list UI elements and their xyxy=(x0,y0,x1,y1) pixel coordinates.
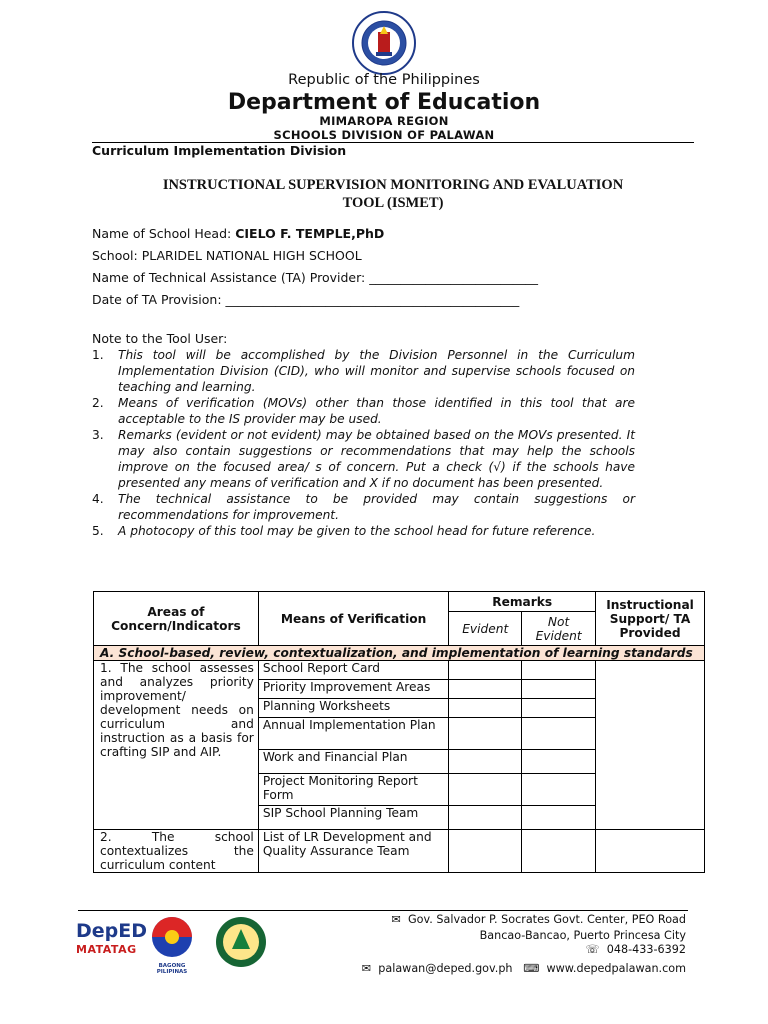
document-title xyxy=(92,176,694,212)
school-field xyxy=(92,248,362,263)
bagong-pilipinas-emblem xyxy=(146,915,198,959)
phone-text: 048-433-6392 xyxy=(606,943,686,956)
location-icon: ✉ xyxy=(391,913,401,926)
evident-header: Evident xyxy=(449,612,522,646)
mov-cell: Annual Implementation Plan xyxy=(258,718,448,750)
not-evident-cell[interactable] xyxy=(522,680,596,699)
address-1-text: Gov. Salvador P. Socrates Govt. Center, PEO Road xyxy=(408,913,686,926)
note-text: The technical assistance to be provided may contain suggestions or recommendations for improvement. xyxy=(118,492,635,522)
mov-cell: School Report Card xyxy=(258,661,448,680)
matatag-wordmark: MATATAG xyxy=(76,943,137,956)
note-number: 5. xyxy=(92,524,104,538)
evident-cell[interactable] xyxy=(449,699,522,718)
not-evident-cell[interactable] xyxy=(522,830,596,873)
school-head-field xyxy=(92,226,384,241)
indicator-2: 2. The school contextualizes the curriculum content xyxy=(94,830,259,873)
mov-cell: Planning Worksheets xyxy=(258,699,448,718)
website-link[interactable]: www.depedpalawan.com xyxy=(546,962,686,975)
deped-wordmark: DepED xyxy=(76,920,148,942)
evident-cell[interactable] xyxy=(449,680,522,699)
phone-icon: ☏ xyxy=(585,943,600,956)
email-icon: ✉ xyxy=(361,962,372,975)
ismet-table xyxy=(93,591,705,873)
mov-cell: SIP School Planning Team xyxy=(258,806,448,830)
title-line-2: TOOL (ISMET) xyxy=(342,195,444,211)
ta-provider-field xyxy=(92,270,538,285)
areas-header: Areas of Concern/Indicators xyxy=(94,592,259,646)
section-a-heading: A. School-based, review, contextualization, and implementation of learning standards xyxy=(94,646,705,661)
ta-date-label: Date of TA Provision: xyxy=(92,292,222,307)
web-icon: ⌨ xyxy=(523,962,540,975)
note-text: A photocopy of this tool may be given to the school head for future reference. xyxy=(118,524,596,538)
support-cell[interactable] xyxy=(596,830,705,873)
contact-line xyxy=(362,962,686,975)
mov-cell: Priority Improvement Areas xyxy=(258,680,448,699)
evident-cell[interactable] xyxy=(449,718,522,750)
evident-cell[interactable] xyxy=(449,661,522,680)
note-item xyxy=(92,427,635,491)
support-header: Instructional Support/ TA Provided xyxy=(596,592,705,646)
note-number: 1. xyxy=(92,348,104,362)
school-head-value: CIELO F. TEMPLE,PhD xyxy=(235,226,385,241)
notes-label: Note to the Tool User: xyxy=(92,331,228,346)
region-heading: MIMAROPA REGION xyxy=(319,114,449,128)
support-cell[interactable] xyxy=(596,661,705,830)
notes-list xyxy=(92,347,635,539)
mov-cell: Project Monitoring Report Form xyxy=(258,774,448,806)
ta-date-blank[interactable]: _______________________________________________ xyxy=(225,292,520,307)
remarks-header: Remarks xyxy=(449,592,596,612)
evident-cell[interactable] xyxy=(449,806,522,830)
deped-seal-logo xyxy=(342,10,426,76)
not-evident-cell[interactable] xyxy=(522,750,596,774)
mov-cell: Work and Financial Plan xyxy=(258,750,448,774)
bagong-pilipinas-text: BAGONG PILIPINAS xyxy=(156,963,188,975)
note-item xyxy=(92,347,635,395)
deped-matatag-logo xyxy=(76,915,148,956)
note-text: Means of verification (MOVs) other than those identified in this tool that are acceptable to the IS provider may be used. xyxy=(118,396,635,426)
address-line-2: Bancao-Bancao, Puerto Princesa City xyxy=(479,929,686,942)
unit-heading: Curriculum Implementation Division xyxy=(92,143,347,158)
note-item xyxy=(92,491,635,523)
not-evident-header: Not Evident xyxy=(522,612,596,646)
note-number: 2. xyxy=(92,396,104,410)
republic-heading: Republic of the Philippines xyxy=(288,72,480,88)
note-text: This tool will be accomplished by the Division Personnel in the Curriculum Implementation Division (CID), who will monitor and supervise schools focused on teaching and learning. xyxy=(118,348,635,394)
email-link[interactable]: palawan@deped.gov.ph xyxy=(378,962,513,975)
sdo-palawan-seal xyxy=(214,915,268,969)
department-heading: Department of Education xyxy=(227,90,541,115)
not-evident-cell[interactable] xyxy=(522,718,596,750)
means-header: Means of Verification xyxy=(258,592,448,646)
evident-cell[interactable] xyxy=(449,750,522,774)
evident-cell[interactable] xyxy=(449,774,522,806)
footer-divider xyxy=(78,910,688,911)
indicator-1 xyxy=(94,661,259,830)
phone-line xyxy=(586,943,686,956)
mov-cell: List of LR Development and Quality Assurance Team xyxy=(258,830,448,873)
school-label: School: xyxy=(92,248,138,263)
indicator-1-text: 1. The school assesses and analyzes priority improvement/ development needs on curriculum and instruction as a basis for crafting SIP and AIP. xyxy=(100,661,254,759)
not-evident-cell[interactable] xyxy=(522,661,596,680)
note-number: 4. xyxy=(92,492,104,506)
ta-date-field xyxy=(92,292,519,307)
ta-provider-blank[interactable]: ___________________________ xyxy=(369,270,538,285)
note-number: 3. xyxy=(92,428,104,442)
school-head-label: Name of School Head: xyxy=(92,226,232,241)
evident-cell[interactable] xyxy=(449,830,522,873)
address-line-1 xyxy=(392,913,687,926)
division-heading: SCHOOLS DIVISION OF PALAWAN xyxy=(273,128,495,142)
not-evident-cell[interactable] xyxy=(522,806,596,830)
note-item xyxy=(92,395,635,427)
school-value: PLARIDEL NATIONAL HIGH SCHOOL xyxy=(141,248,362,263)
note-text: Remarks (evident or not evident) may be obtained based on the MOVs presented. It may also contain suggestions or recommendations that may help the schools improve on the focused area/ s of concern. Put a check (√) if the schools have presented any means of verification and X if no document has been presented. xyxy=(118,428,635,490)
ta-provider-label: Name of Technical Assistance (TA) Provider: xyxy=(92,270,366,285)
not-evident-cell[interactable] xyxy=(522,699,596,718)
not-evident-cell[interactable] xyxy=(522,774,596,806)
title-line-1: INSTRUCTIONAL SUPERVISION MONITORING AND EVALUATION xyxy=(162,177,624,193)
bagong-pilipinas-logo xyxy=(146,915,208,975)
note-item xyxy=(92,523,635,539)
